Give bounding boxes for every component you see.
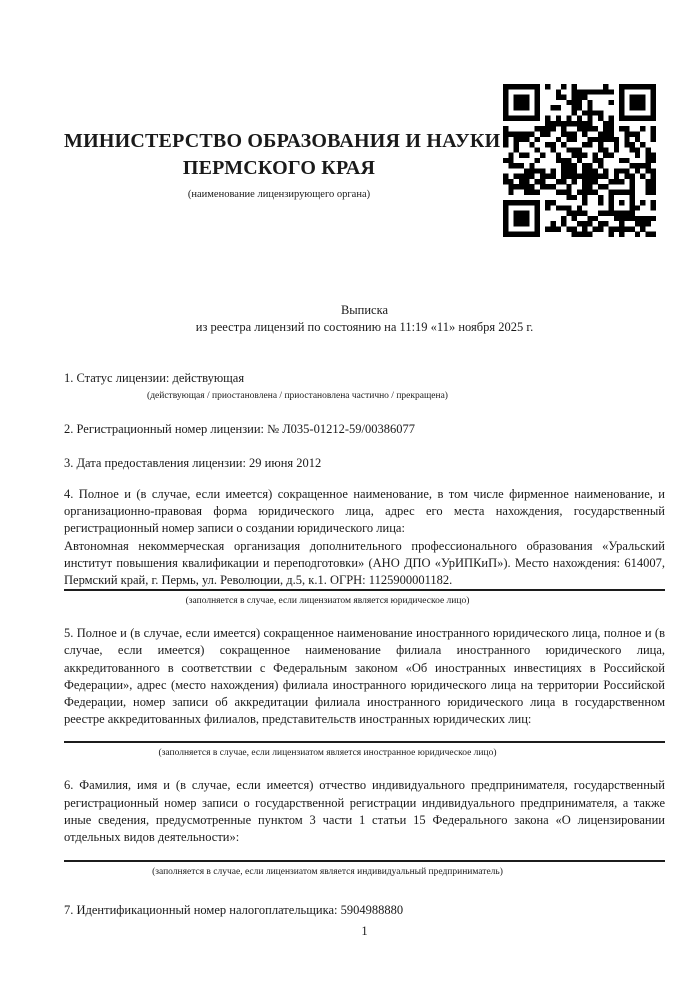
field-taxpayer-id: 7. Идентификационный номер налогоплательщика: 5904988880 [64, 903, 404, 918]
field-legal-entity-value: Автономная некоммерческая организация дополнительного профессионального образования «Уральский институт повышения квалификации и переподготовки» (АНО ДПО «УрИПКиП»). Место нахождения: 614007, Пермский край, г. Пермь, ул. Революции, д.5, к.1. ОГРН: 1125900001182. [64, 538, 665, 588]
field-grant-date: 3. Дата предоставления лицензии: 29 июня 2012 [64, 455, 322, 470]
ministry-name-line1: МИНИСТЕРСТВО ОБРАЗОВАНИЯ И НАУКИ [64, 130, 501, 152]
field-legal-entity-caption: (заполняется в случае, если лицензиатом является юридическое лицо) [185, 596, 470, 607]
qr-code-icon [503, 84, 656, 237]
field-foreign-entity-label: 5. Полное и (в случае, если имеется) сокращенное наименование иностранного юридического лица, полное и (в случае, если имеется) сокращенное наименование филиала иностранного юридического лица, аккредитованного в соответствии с Федеральным законом «Об иностранных инвестициях в Российской Федерации», адрес (место нахождения) филиала иностранного юридического лица на территории Российской Федерации, номер записи об аккредитации филиала иностранного юридического лица в государственном реестре аккредитованных филиалов, представительств иностранных юридических лиц: [64, 626, 665, 727]
ministry-name-caption: (наименование лицензирующего органа) [187, 189, 371, 200]
licensing-authority-header [64, 128, 501, 201]
page-number: 1 [361, 924, 368, 938]
document-title [64, 302, 665, 336]
field-license-status: 1. Статус лицензии: действующая [64, 371, 245, 386]
fill-in-rule-foreign-entity [64, 741, 665, 743]
document-body [64, 302, 665, 919]
field-registration-number: 2. Регистрационный номер лицензии: № Л035-01212-59/00386077 [64, 421, 415, 436]
field-individual-entrepreneur-label: 6. Фамилия, имя и (в случае, если имеется) отчество индивидуального предпринимателя, государственный регистрационный номер записи о государственной регистрации индивидуального предпринимателя, а также иные сведения, предусмотренные пунктом 3 части 1 статьи 15 Федерального закона «О лицензировании отдельных видов деятельности»: [64, 778, 665, 845]
fill-in-rule-legal-entity [64, 589, 665, 591]
field-foreign-entity-caption: (заполняется в случае, если лицензиатом является иностранное юридическое лицо) [158, 748, 497, 759]
fill-in-rule-individual-entrepreneur [64, 860, 665, 862]
field-individual-entrepreneur-caption: (заполняется в случае, если лицензиатом является индивидуальный предприниматель) [152, 867, 503, 878]
ministry-name-line2: ПЕРМСКОГО КРАЯ [182, 157, 376, 179]
document-title-line1: Выписка [340, 303, 389, 317]
field-license-status-caption: (действующая / приостановлена / приостановлена частично / прекращена) [147, 390, 448, 401]
field-legal-entity-label: 4. Полное и (в случае, если имеется) сокращенное наименование, в том числе фирменное наименование, и организационно-правовая форма юридического лица, адрес его места нахождения, государственный регистрационный номер записи о создании юридического лица: [64, 487, 665, 536]
document-title-line2: из реестра лицензий по состоянию на 11:19 «11» ноября 2025 г. [195, 320, 534, 335]
